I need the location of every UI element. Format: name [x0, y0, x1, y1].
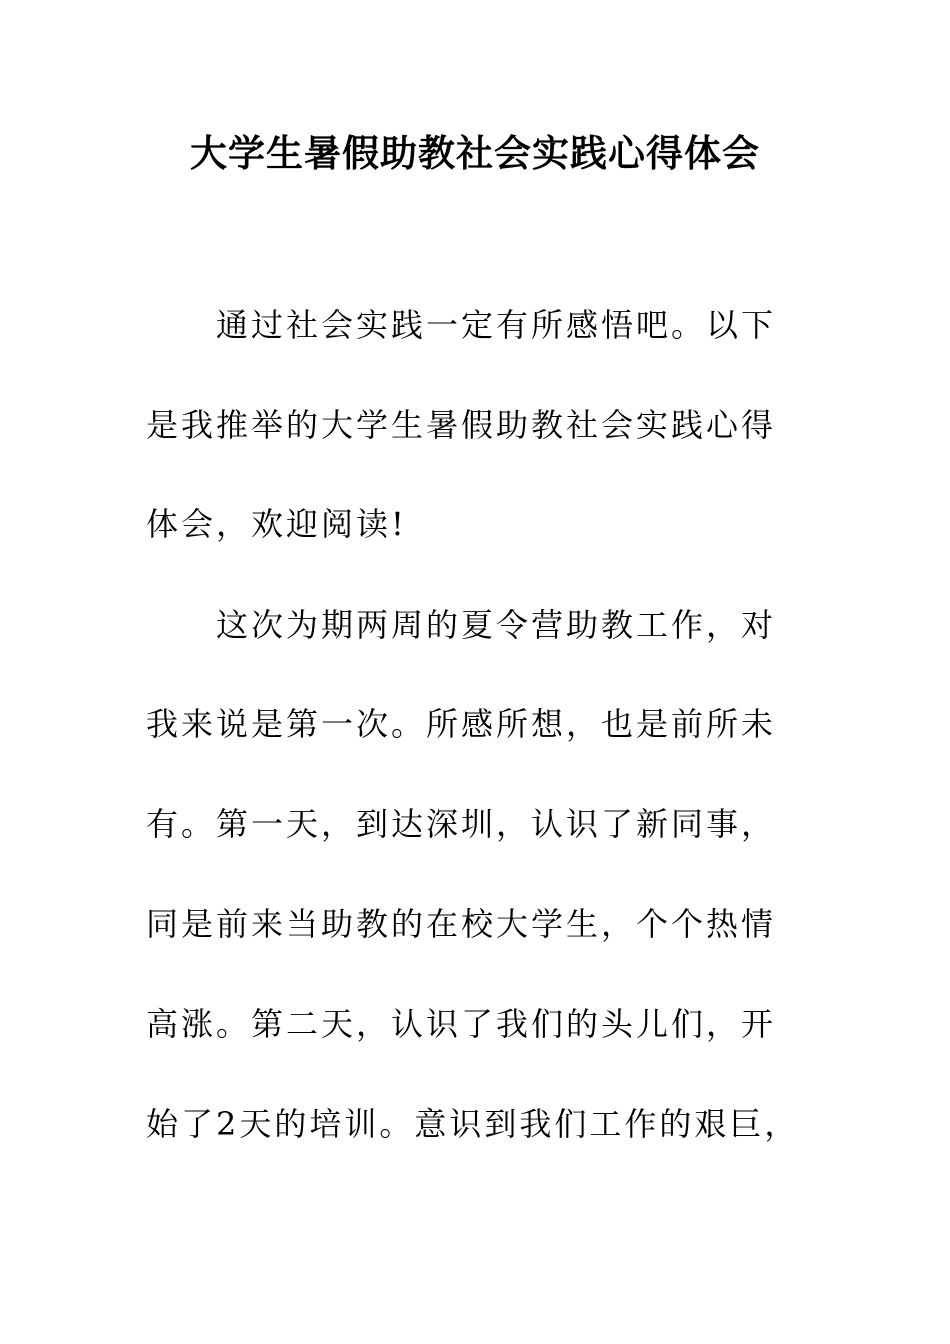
body-line-4: 这次为期两周的夏令营助教工作，对	[146, 606, 777, 644]
body-line-2: 是我推举的大学生暑假助教社会实践心得	[146, 406, 777, 444]
body-line-3: 体会，欢迎阅读!	[146, 505, 407, 543]
body-line-5: 我来说是第一次。所感所想，也是前所未	[146, 705, 777, 743]
body-line-9: 始了2天的培训。意识到我们工作的艰巨，	[146, 1105, 800, 1143]
body-line-6: 有。第一天，到达深圳，认识了新同事，	[146, 805, 777, 843]
document-title: 大学生暑假助教社会实践心得体会	[190, 132, 760, 175]
body-line-7: 同是前来当助教的在校大学生，个个热情	[146, 905, 777, 943]
body-line-1: 通过社会实践一定有所感悟吧。以下	[146, 306, 777, 344]
body-line-8: 高涨。第二天，认识了我们的头儿们，开	[146, 1005, 777, 1043]
